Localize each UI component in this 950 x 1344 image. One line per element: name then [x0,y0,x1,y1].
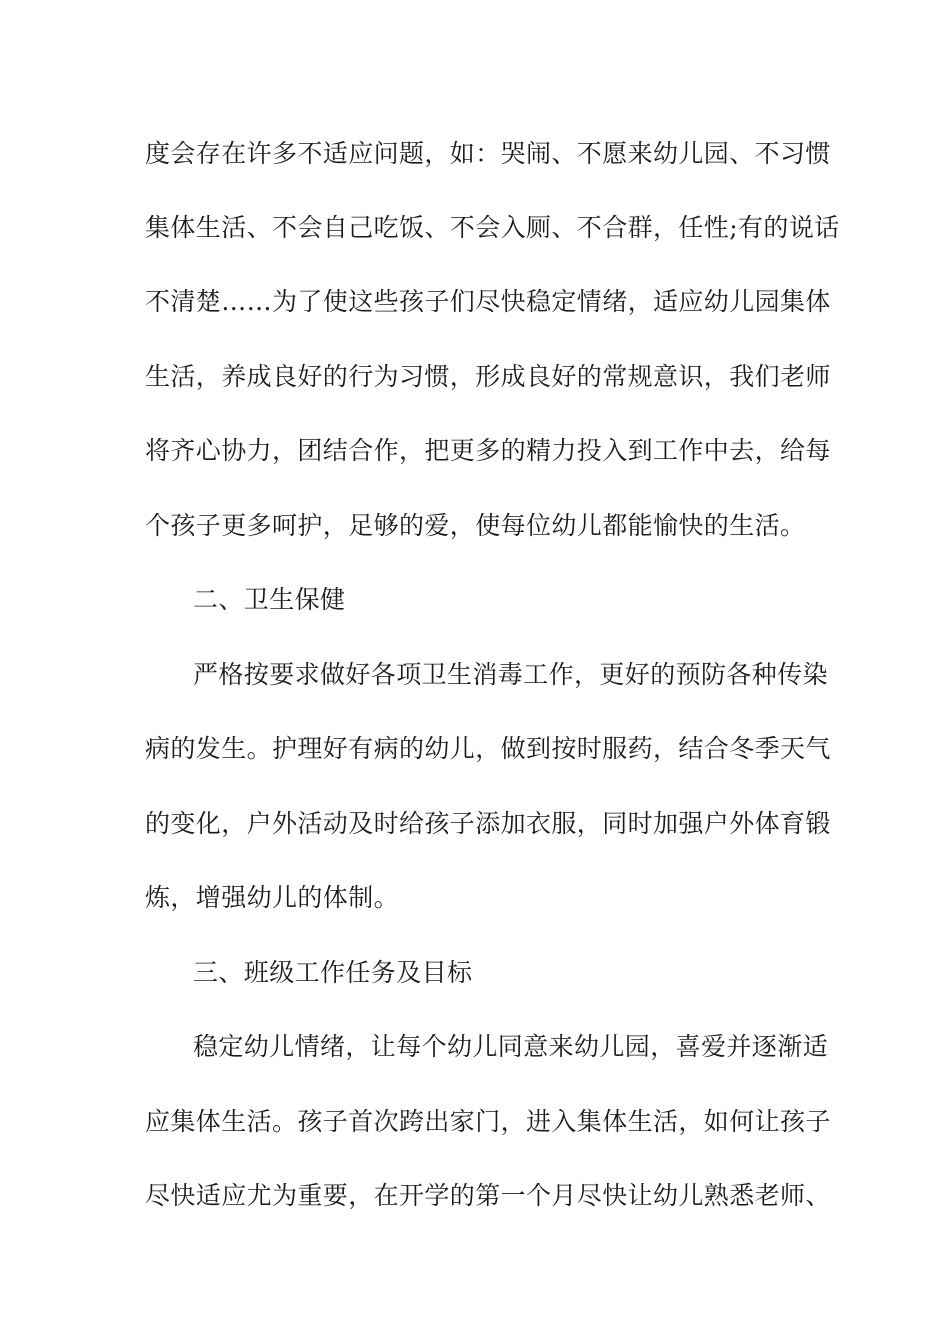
body-text-line: 将齐心协力，团结合作，把更多的精力投入到工作中去，给每 [145,436,831,465]
body-text-line: 病的发生。护理好有病的幼儿，做到按时服药，结合冬季天气 [145,734,831,763]
section-heading-class-goals: 三、班级工作任务及目标 [193,958,473,987]
body-text-line: 生活，养成良好的行为习惯，形成良好的常规意识，我们老师 [145,362,831,391]
body-text-line: 度会存在许多不适应问题，如：哭闹、不愿来幼儿园、不习惯 [145,139,831,168]
body-text-line: 稳定幼儿情绪，让每个幼儿同意来幼儿园，喜爱并逐渐适 [193,1032,829,1061]
body-text-line: 炼，增强幼儿的体制。 [145,883,400,912]
body-text-line: 不清楚……为了使这些孩子们尽快稳定情绪，适应幼儿园集体 [145,287,831,316]
body-text-line: 集体生活、不会自己吃饭、不会入厕、不合群，任性;有的说话 [145,213,840,242]
body-text-line: 尽快适应尤为重要，在开学的第一个月尽快让幼儿熟悉老师、 [145,1181,831,1210]
body-text-line: 的变化，户外活动及时给孩子添加衣服，同时加强户外体育锻 [145,809,831,838]
body-text-line: 个孩子更多呵护，足够的爱，使每位幼儿都能愉快的生活。 [145,511,806,540]
body-text-line: 严格按要求做好各项卫生消毒工作，更好的预防各种传染 [193,660,829,689]
section-heading-hygiene: 二、卫生保健 [193,585,346,614]
body-text-line: 应集体生活。孩子首次跨出家门，进入集体生活，如何让孩子 [145,1107,831,1136]
